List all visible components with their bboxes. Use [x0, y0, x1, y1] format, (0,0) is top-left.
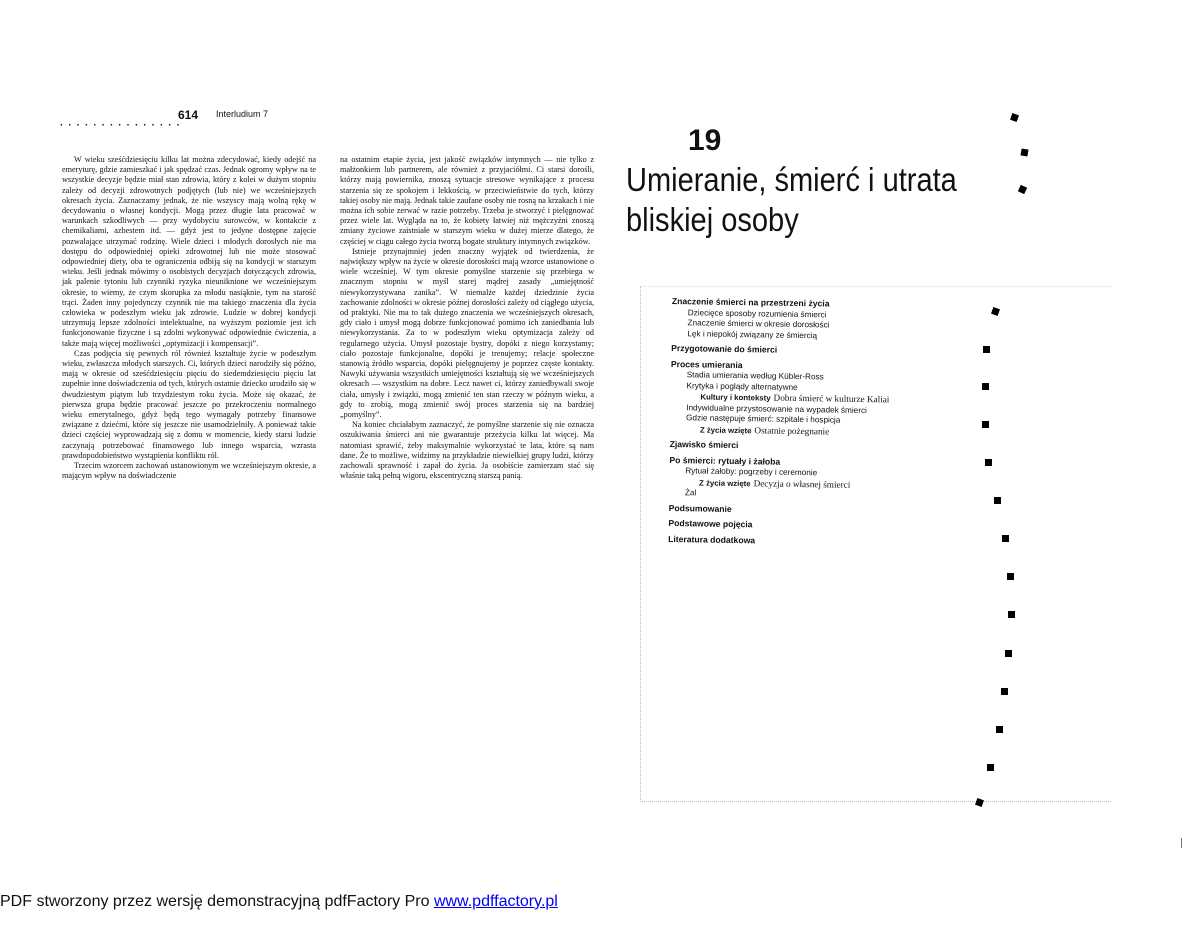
chapter-title [626, 160, 978, 240]
footer-text: PDF stworzony przez wersję demonstracyjną pdfFactory Pro [0, 893, 434, 910]
chapter-number: 19 [688, 124, 722, 157]
toc-subsection: Rytuał żałoby: pogrzeby i ceremonie [685, 466, 818, 478]
toc-section: Podstawowe pojęcia [668, 517, 753, 530]
toc-section: Przygotowanie do śmierci [671, 342, 778, 355]
decorative-square-bullet [1001, 688, 1008, 695]
chapter-title-line: Umieranie, śmierć i utrata [626, 161, 957, 198]
decorative-square-bullet [1005, 650, 1012, 657]
paragraph: Czas podjęcia się pewnych ról również kształtuje życie w podeszłym wieku, zwłaszcza młodych starszych. Ci, których dzieci narodziły się późno, mają w okresie od sześćdziesięciu pięciu do siedemdziesięciu pięciu lat zupełnie inne doświadczenia od tych, których ostatnie dziecko urodziło się w dwudziestym piątym lub trzydziestym roku życia. Może się okazać, że pierwsza grupa będzie pracować jeszcze po przekroczeniu normalnego wieku emerytalnego, gdyż będą tego wymagały potrzeby finansowe związane z dziećmi, które się jeszcze nie usamodzielniły. A ponieważ takie dzieci częściej wyprowadzają się z domu w momencie, kiedy starsi ludzie zaczynają potrzebować finansowego lub innego wsparcia, wzrasta prawdopodobieństwo wystąpienia konfliktu ról. [62, 348, 316, 460]
toc-subsection: Krytyka i poglądy alternatywne [686, 380, 798, 392]
feature-title: Ostatnie pożegnanie [754, 424, 830, 436]
decorative-square-bullet [1002, 535, 1009, 542]
toc-section: Zjawisko śmierci [669, 438, 739, 451]
toc-subsection: Dziecięce sposoby rozumienia śmierci [687, 307, 827, 319]
decorative-square-bullet [1007, 573, 1014, 580]
feature-title: Dobra śmierć w kulturze Kaliai [773, 392, 890, 405]
paragraph: Istnieje przynajmniej jeden znaczny wyjątek od twierdzenia, że największy wpływ na życie w okresie dorosłości mają wzorce ustanowione o wiele wcześniej. W tym okresie pomyślne starzenie się przebiega w znacznym stopniu w myśl starej mądrej zasady „umiejętność niewykorzystywana zanika”. W niemalże każdej dziedzinie życia zachowanie zdolności w okresie późnej dorosłości zależy od ciągłego użycia, od praktyki. Nie ma to tak dużego znaczenia we wcześniejszych okresach, gdy ciało i umysł mogą dobrze funkcjonować pomimo ich zaniedbania lub niewykorzystania. Za to w podeszłym wieku optymizacja zależy od regularnego użycia. Umysł pozostaje bystry, dopóki z niego korzystamy; ciało pozostaje funkcjonalne, dopóki je trenujemy; relacje społeczne stanowią źródło wsparcia, dopóki pielęgnujemy je poprzez częste kontakty. Nawyki używania wszystkich umiejętności kształtują się we wcześniejszych okresach — wszystkim na dobre. Lecz nawet ci, którzy zaniedbywali swoje ciała, umysły i związki, mogą zmienić ten stan rzeczy w późnym wieku, a gdy to zrobią, mogą zmienić swój proces starzenia się na bardziej „pomyślny”. [340, 246, 594, 420]
decorative-square-bullet [987, 764, 994, 771]
toc-section: Proces umierania [670, 358, 743, 370]
toc-section: Literatura dodatkowa [668, 533, 756, 545]
running-header: Interludium 7 [216, 109, 269, 119]
text-column-2 [340, 155, 594, 482]
text-column-1 [62, 155, 316, 482]
toc-subsection: Gdzie następuje śmierć: szpitale i hospicja [686, 413, 841, 425]
feature-kicker: Kultury i konteksty [700, 392, 771, 403]
feature-kicker: Z życia wzięte [699, 424, 752, 435]
paragraph: Na koniec chciałabym zaznaczyć, że pomyślne starzenie się nie oznacza oszukiwania śmierci ani nie gwarantuje przeżycia kilku lat więcej. Ma natomiast sprawić, żeby maksymalnie wykorzystać te lata, które są nam dane. Że to możliwe, widzimy na przykładzie niewielkiej grupy ludzi, którzy zachowali sprawność i zapał do życia. Ja osobiście zamierzam stać się właśnie taką pełną wigoru, ekscentryczną starszą panią. [340, 420, 594, 481]
paragraph: W wieku sześćdziesięciu kilku lat można zdecydować, kiedy odejść na emeryturę, gdzie zamieszkać i jak spędzać czas. Jednak ogromy wpływ na te wszystkie decyzje będzie miał stan zdrowia, który z kolei w dużym stopniu zależy od decyzji zdrowotnych podjętych (lub nie) we wcześniejszych okresach życia. Zaznaczamy jednak, że nie wszyscy mają wolną rękę w decydowaniu o własnej kondycji. Mogą przez długie lata pracować w warunkach szkodliwych — przy wydobyciu surowców, w kontakcie z chemikaliami, azbestem itd. — gdyż jest to jedyne dostępne zajęcie pozwalające utrzymać rodzinę. Wiele dzieci i młodych dorosłych nie ma dostępu do odpowiedniej opieki zdrowotnej lub nie może stosować odpowiedniej diety, oba te ograniczenia odbiją się na kondycji w starszym wieku. Jeśli jednak mówimy o osobistych decyzjach dotyczących zdrowia, jak palenie tytoniu lub czynniki ryzyka nieuniknione we wcześniejszym okresie, to wiemy, że czym skorupka za młodu nasiąknie, tym na starość trąci. Żaden inny pojedynczy czynnik nie ma takiego znaczenia dla życia człowieka w podeszłym wieku jak zdrowie. Ludzie w dobrej kondycji utrzymują lepsze zdolności intelektualne, na wyższym poziomie jest ich funkcjonowanie fizyczne i są zdolni wykonywać odpowiednie ćwiczenia, a także mają więcej możliwości „optymizacji i kompensacji”. [62, 155, 316, 348]
decorative-square-bullet [983, 346, 990, 353]
chapter-title-line: bliskiej osoby [626, 201, 799, 238]
scan-edge-mark [1181, 838, 1182, 848]
feature-title: Decyzja o własnej śmierci [753, 477, 851, 490]
toc-subsection: Znaczenie śmierci w okresie dorosłości [687, 318, 830, 330]
decorative-square-bullet [1018, 185, 1027, 194]
decorative-square-bullet [1020, 148, 1028, 156]
feature-kicker: Z życia wzięte [699, 477, 751, 488]
toc-subsection: Żal [684, 488, 697, 498]
header-dot-rule: ··············· [60, 120, 185, 131]
decorative-square-bullet [982, 421, 989, 428]
toc-section: Podsumowanie [668, 502, 732, 514]
toc-subsection: Lęk i niepokój związany ze śmiercią [687, 328, 818, 340]
page-number: 614 [178, 108, 199, 122]
watermark-footer [0, 893, 558, 911]
toc-subsection: Indywidualne przystosowanie na wypadek śmierci [686, 402, 867, 415]
chapter-contents [668, 296, 972, 550]
toc-section: Znaczenie śmierci na przestrzeni życia [671, 296, 830, 309]
decorative-square-bullet [1010, 113, 1019, 122]
decorative-square-bullet [996, 726, 1003, 733]
decorative-square-bullet [994, 497, 1001, 504]
pdffactory-link[interactable]: www.pdffactory.pl [433, 893, 558, 910]
paragraph: na ostatnim etapie życia, jest jakość związków intymnych — nie tylko z małżonkiem lub partnerem, ale również z przyjaciółmi. Ci starsi dorośli, którzy mają powiernika, znoszą sytuacje stresowe wynikające z procesu starzenia się ze spokojem i lekkością, w przeciwieństwie do tych, którzy takiej osoby nie mają. Jednak takie zaufane osoby nie rosną na krzakach i nie można ich sobie zerwać w razie potrzeby. Trzeba je stworzyć i pielęgnować przez wiele lat. Wygląda na to, że kobiety łatwiej niż mężczyźni znoszą zmiany życiowe zaistniałe w starszym wieku w dużej mierze dlatego, że częściej w ciągu całego życia tworzą bogate struktury intymnych związków. [340, 155, 594, 246]
decorative-square-bullet [985, 459, 992, 466]
toc-section: Po śmierci: rytuały i żałoba [669, 454, 781, 467]
paragraph: Trzecim wzorcem zachowań ustanowionym we wcześniejszym okresie, a mającym wpływ na doświadczenie [62, 461, 316, 481]
decorative-square-bullet [975, 798, 984, 807]
toc-subsection: Stadia umierania według Kübler-Ross [686, 370, 824, 382]
decorative-square-bullet [1008, 611, 1015, 618]
decorative-square-bullet [982, 383, 989, 390]
